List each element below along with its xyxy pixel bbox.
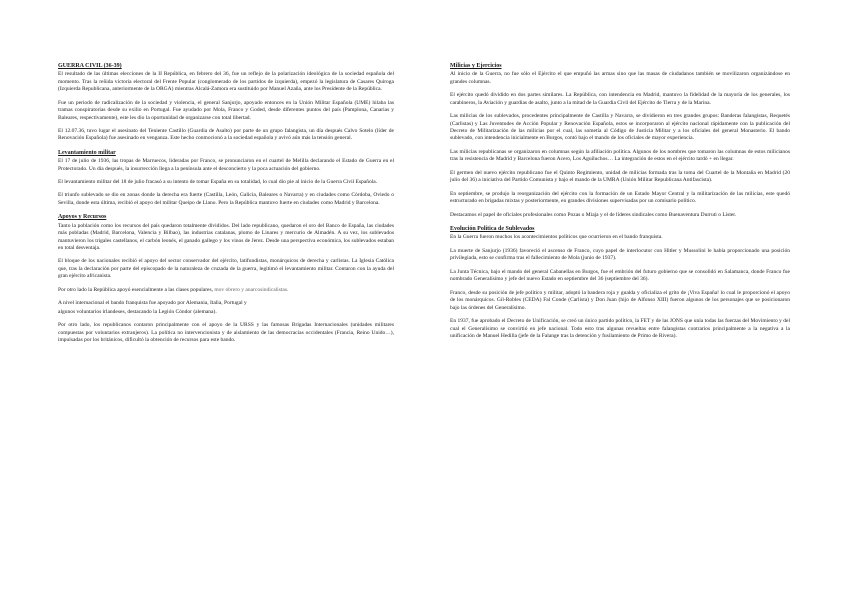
paragraph: El resultado de las últimas elecciones de la II República, en febrero del 36, fue un reflejo de la polarización ideológica de la sociedad española del momento. Tras la reñida victoria electoral del Frente Popular (conglomerado de los partidos de izquierda), empezó la legislatura de Casares Quiroga (Izquierda Republicana, anteriormente de la ORGA) mientras Alcalá-Zamora era sustituido por Manuel Azaña, ante los Presidente de la República. (58, 71, 394, 93)
section-heading: Levantamiento militar (58, 149, 116, 156)
paragraph-muted-note: mov obrero y anarcosindicalistas. (214, 286, 289, 293)
paragraph: En septiembre, se produjo la reorganización del ejército con la formación de un Estado Mayor Central y la militarización de las milicias, este quedó estructurado en brigadas mixtas y posteriormente, en grandes divisiones supervisadas por un comisario político. (450, 190, 790, 205)
paragraph: Las milicias republicanas se organizaron en columnas según la afiliación política. Algunos de los nombres que tomaron las columnas de estos milicianos tras la resistencia de Madrid y Barcelona fueron Acero, Los Aguiluchos… La integración de estos en el ejército tardó + en llegar. (450, 148, 790, 163)
paragraph: algunos voluntarios irlandeses, destacando la Legión Cóndor (alemana). (58, 308, 217, 315)
paragraph: Por otro lado, los republicanos contaron principalmente con el apoyo de la URSS y las famosas Brigadas Internacionales (unidades militares compuestas por voluntarios extranjeros). La política no intervencionista y de aislamiento de las democracias occidentales (Francia, Reino Unido…), impulsadas por los británicos, dificultó la obtención de recursos para este bando. (58, 322, 394, 344)
section-heading: GUERRA CIVIL (36-39) (58, 63, 122, 69)
paragraph: Destacamos el papel de oficiales profesionales como Pozas o Miaja y el de líderes sindicales como Buenaventura Durruti o Líster. (450, 211, 737, 218)
section-evolucion-politica (450, 225, 790, 340)
section-levantamiento (58, 149, 394, 208)
paragraph: Franco, desde su posición de jefe político y militar, adoptó la bandera roja y gualda y oficializa el grito de ¡Viva España! lo cual le proporcionó el apoyo de los monárquicos. Gil-Robles (CEDA) Fal Conde (Carlista) y Don Juan (hijo de Alfonso XIII) fueron algunos de los personajes que se posicionaron bajo las órdenes del Generalísimo. (450, 289, 790, 311)
paragraph: La Junta Técnica, bajo el mando del general Cabanellas en Burgos, fue el embrión del futuro gobierno que se consolidó en Salamanca, donde Franco fue nombrado Generalísimo y jefe del nuevo Estado en septiembre del 36 (septiembre del 36). (450, 268, 790, 283)
paragraph-mixed (58, 287, 394, 294)
right-column (450, 62, 790, 347)
paragraph: El germen del nuevo ejército republicano fue el Quinto Regimiento, unidad de milicias formada tras la toma del Cuartel de la Montaña en Madrid (20 julio del 36) a iniciativa del Partido Comunista y bajo el mando de la UMRA (Unión Militar Republicana Antifascista). (450, 169, 790, 184)
paragraph: El ejército quedó dividido en dos partes similares. La República, con intendencia en Madrid, mantuvo la fidelidad de la mayoría de los generales, los carabineros, la Aviación y guardias de asalto, junto a la mitad de la Guardia Civil del Ejército de Tierra y de la Marina. (450, 92, 790, 106)
paragraph: Fue un periodo de radicalización de la sociedad y violencia, el general Sanjurjo, apoyado entonces en la Unión Militar Española (UME) hilaba las tramas conspiratorias desde su exilio en Portugal. Fue ayudado por Mola, Franco y Goded, desde diferentes puntos del país (Pamplona, Canarias y Baleares, respectivamente), este les dio la oportunidad de organizarse con total libertad. (58, 99, 394, 121)
paragraph: El bloque de los nacionales recibió el apoyo del sector conservador del ejército, latifundistas, monárquicos de derecha y carlistas. La Iglesia Católica que, tras la declaración por parte del episcopado de la naturaleza de cruzada de la guerra, legitimó el levantamiento militar. Contaron con la ayuda del gran ejército africanista. (58, 258, 394, 280)
paragraph: Al inicio de la Guerra, no fue sólo el Ejército el que empuñó las armas sino que las masas de ciudadanos también se movilizaron organizándose en grandes columnas. (450, 71, 790, 85)
paragraph: En 1937, fue aprobado el Decreto de Unificación, se creó un único partido político, la FET y de las JONS que unía todas las fuerzas del Movimiento y del cual el Generalísimo se convirtió en jefe nacional. Todo esto tras algunas revueltas entre falangistas contrarios principalmente a la negativa a la unificación de Manuel Hedilla (jefe de la Falange tras la detención y fusilamiento de Primo de Rivera). (450, 318, 790, 340)
section-heading: Evolución Política de Sublevados (450, 226, 535, 233)
section-heading: Milicias y Ejercicios (450, 63, 502, 69)
paragraph-main-text: Por otro lado la República apoyó esencialmente a las clases populares, (58, 286, 215, 293)
section-milicias (450, 62, 790, 219)
paragraph: Tanto la población como los recursos del país quedaron totalmente divididos. Del lado republicano, quedaron el oro del Banco de España, las ciudades más pobladas (Madrid, Barcelona, Valencia y Bilbao), las industrias catalanas, plomo de Linares y mercurio de Almadén. A su vez, los sublevados mantuvieron los trigales castellanos, el carbón leonés, el ganado gallego y los vinos de Jerez. Desde una perspectiva económica, los sublevados estaban en total desventaja. (58, 222, 394, 251)
paragraph: En la Guerra fueron muchos los acontecimientos políticos que ocurrieron en el bando franquista. (450, 234, 663, 241)
paragraph: El levantamiento militar del 18 de julio fracasó a su intento de tomar España en su totalidad, lo cual dio pie al inicio de la Guerra Civil Española. (58, 179, 378, 185)
section-guerra-civil (58, 62, 394, 143)
paragraph: El triunfo sublevado se dio en zonas donde la derecha era fuerte (Castilla, León, Galicia, Baleares o Navarra) y en ciudades como Córdoba, Oviedo o Sevilla, donde esta última, recibió el apoyo del militar Queipo de Llano. Pero la República mantuvo fuerte en ciudades como Madrid y Barcelona. (58, 192, 394, 206)
section-apoyos (58, 213, 394, 344)
paragraph: Las milicias de los sublevados, procedentes principalmente de Castilla y Navarra, se dividieron en tres grandes grupos: Banderas falangistas, Requetés (Carlistas) y Las Juventudes de Acción Popular y Renovación Española, estos se incorporaron al ejército nacional rápidamente con la publicación del Decreto de Militarización de las milicias por el cual, las sometía al Código de Justicia Militar y a los oficiales del general Monasterio. El bando sublevado, con intendencia inicialmente en Burgos, contó bajo el mando de los oficiales de mayor experiencia. (450, 113, 790, 142)
left-column (58, 62, 394, 351)
paragraph: A nivel internacional el bando franquista fue apoyado por Alemania, Italia, Portugal y (58, 300, 247, 307)
section-heading: Apoyos y Recursos (58, 214, 107, 221)
paragraph: El 17 de julio de 1936, las tropas de Marruecos, lideradas por Franco, se pronunciaron en el cuartel de Melilla declarando el Estado de Guerra en el Protectorado. Un día después, la insurrección llega a la península ante el desconcierto y la poca actuación del gobierno. (58, 158, 394, 172)
paragraph: La muerte de Sanjurjo (1936) favoreció el ascenso de Franco, cuyo papel de interlocutor con Hitler y Mussolini le había proporcionado una posición privilegiada, esto se confirma tras el fallecimiento de Mola (junio de 1937). (450, 247, 790, 262)
paragraph: El 12.07.36, tuvo lugar el asesinato del Teniente Castillo (Guardia de Asalto) por parte de un grupo falangista, un día después Calvo Sotelo (líder de Renovación Española) fue asesinado en venganza. Este hecho conmocionó a la sociedad española y avivó aún más la tensión general. (58, 127, 394, 142)
